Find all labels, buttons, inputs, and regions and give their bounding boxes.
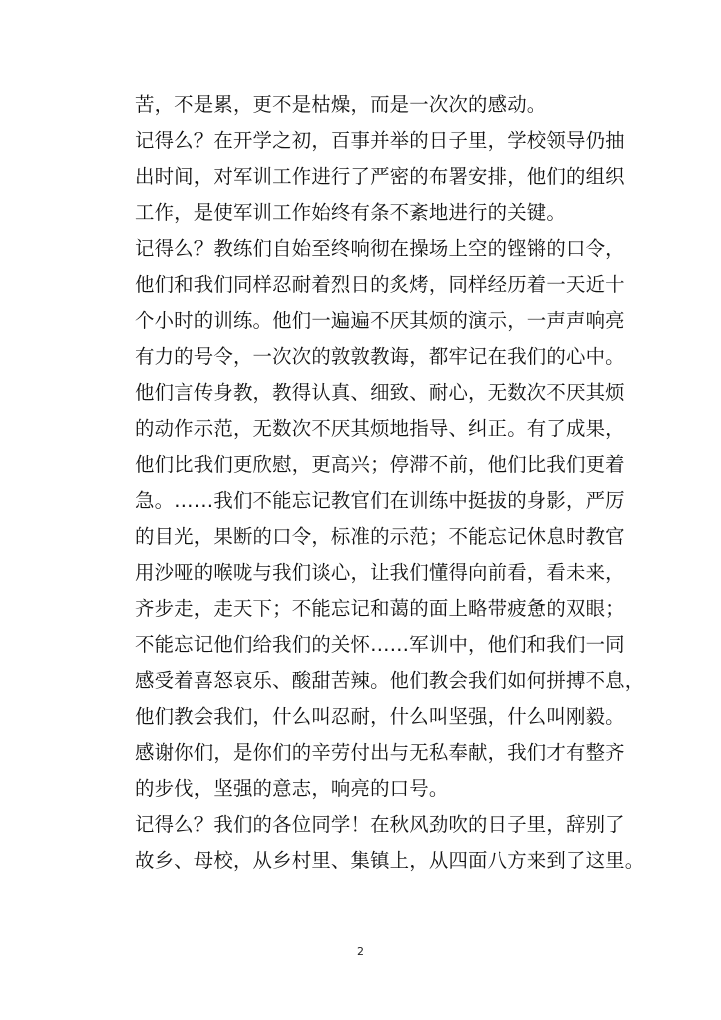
body-text [135,87,645,879]
text-line: 故乡、母校，从乡村里、集镇上，从四面八方来到了这里。 [135,849,645,872]
paragraph-3 [135,231,645,807]
text-line: 他们言传身教，教得认真、细致、耐心，无数次不厌其烦 [135,381,625,404]
text-line: 齐步走，走天下；不能忘记和蔼的面上略带疲惫的双眼； [135,597,625,620]
paragraph-4 [135,807,645,879]
text-line: 他们比我们更欣慰，更高兴；停滞不前，他们比我们更着 [135,453,625,476]
text-line: 有力的号令，一次次的敦敦教诲，都牢记在我们的心中。 [135,345,625,368]
text-line: 记得么？我们的各位同学！在秋风劲吹的日子里，辞别了 [135,813,625,836]
text-line: 他们教会我们，什么叫忍耐，什么叫坚强，什么叫刚毅。 [135,705,625,728]
text-line: 感谢你们，是你们的辛劳付出与无私奉献，我们才有整齐 [135,741,625,764]
text-line: 用沙哑的喉咙与我们谈心，让我们懂得向前看，看未来， [135,561,625,584]
text-line: 出时间，对军训工作进行了严密的布署安排，他们的组织 [135,165,625,188]
text-line: 记得么？在开学之初，百事并举的日子里，学校领导仍抽 [135,129,625,152]
text-line: 急。……我们不能忘记教官们在训练中挺拔的身影，严厉 [135,489,625,512]
text-line: 的动作示范，无数次不厌其烦地指导、纠正。有了成果， [135,417,625,440]
text-line: 记得么？教练们自始至终响彻在操场上空的铿锵的口令， [135,237,625,260]
paragraph-2 [135,123,625,231]
text-line: 不能忘记他们给我们的关怀……军训中，他们和我们一同 [135,633,625,656]
text-line: 工作，是使军训工作始终有条不紊地进行的关键。 [135,201,566,224]
text-line: 苦，不是累，更不是枯燥，而是一次次的感动。 [135,93,547,116]
text-line: 他们和我们同样忍耐着烈日的炙烤，同样经历着一天近十 [135,273,625,296]
text-line: 的步伐，坚强的意志，响亮的口号。 [135,777,449,800]
page-number: 2 [357,945,364,958]
text-line: 个小时的训练。他们一遍遍不厌其烦的演示，一声声响亮 [135,309,625,332]
text-line: 感受着喜怒哀乐、酸甜苦辣。他们教会我们如何拼搏不息， [135,669,645,692]
paragraph-1 [135,87,611,123]
text-line: 的目光，果断的口令，标准的示范；不能忘记休息时教官 [135,525,625,548]
